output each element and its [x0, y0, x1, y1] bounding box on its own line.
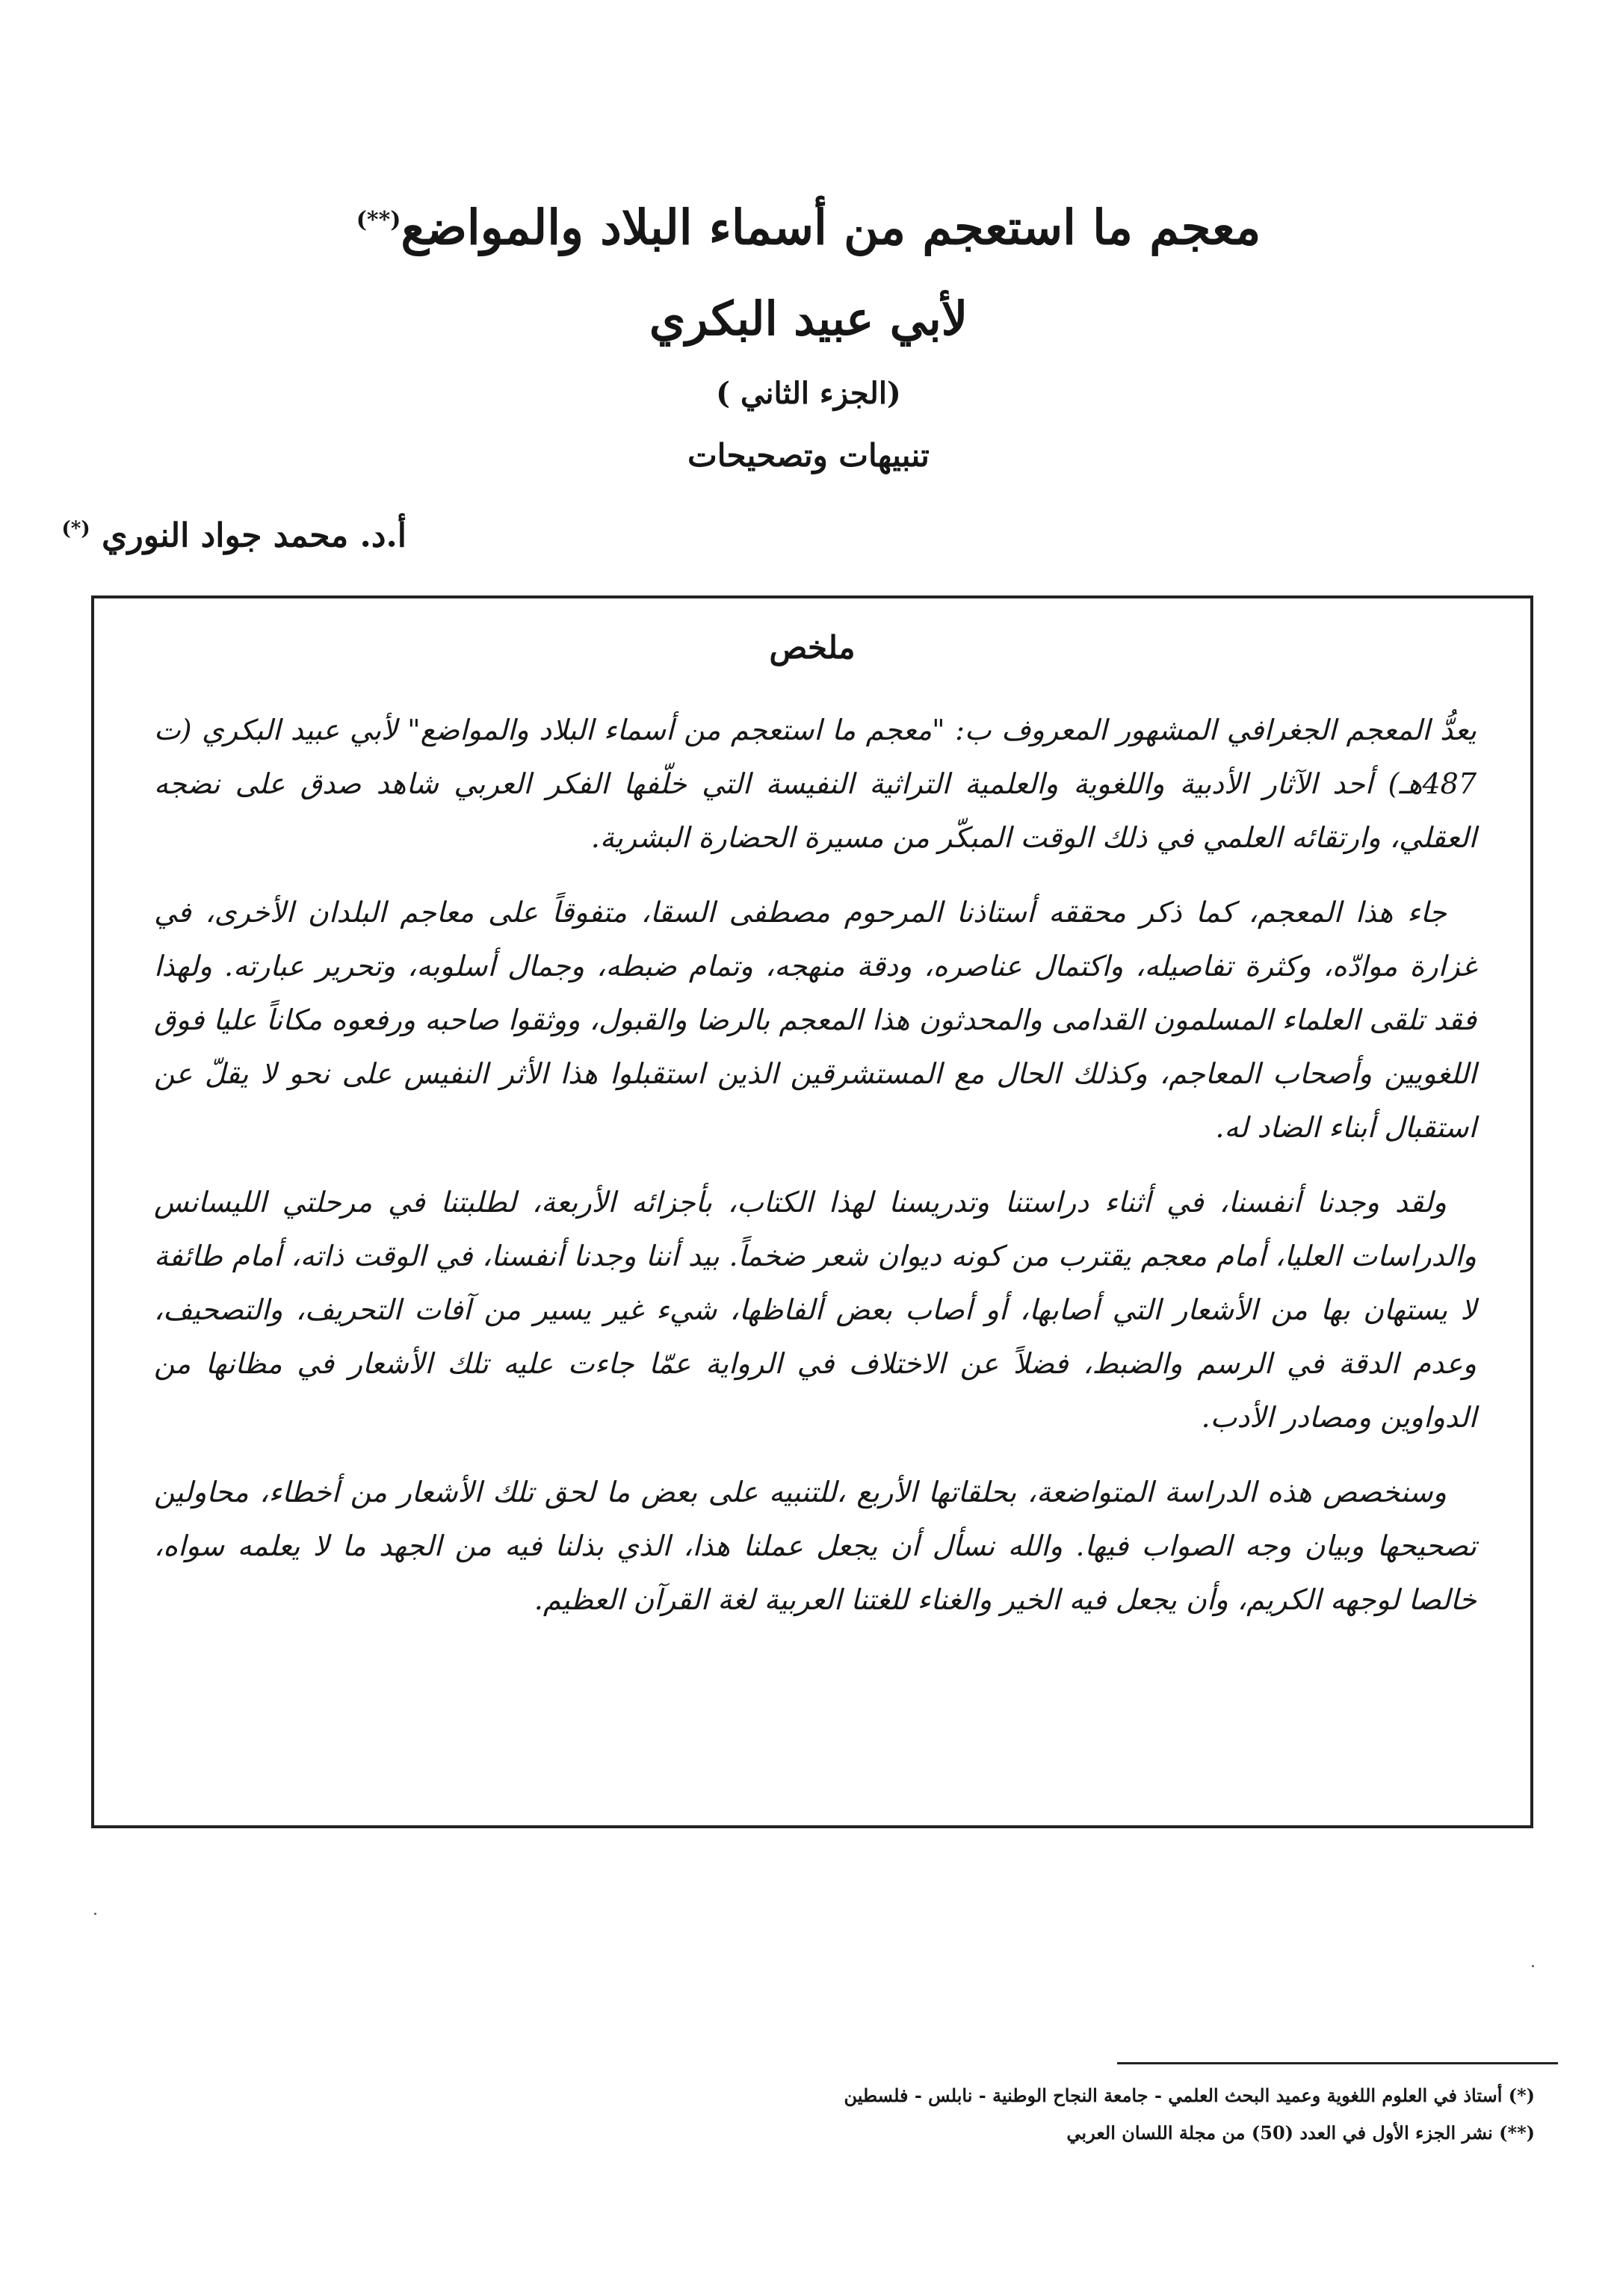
abstract-paragraph: ولقد وجدنا أنفسنا، في أثناء دراستنا وتدريسنا لهذا الكتاب، بأجزائه الأربعة، لطلبتنا في مرحلتي الليسانس والدراسات العليا، أمام معجم يقترب من كونه ديوان شعر ضخماً. بيد أننا وجدنا أنفسنا، في الوقت ذاته، أمام طائفة لا يستهان بها من الأشعار التي أصابها، أو أصاب بعض ألفاظها، شيء غير يسير من آفات التحريف، والتصحيف، وعدم الدقة في الرسم والضبط، فضلاً عن الاختلاف في الرواية عمّا جاءت عليه تلك الأشعار في مظانها من الدواوين ومصادر الأدب.	[154, 1186, 1477, 1434]
abstract-paragraph: جاء هذا المعجم، كما ذكر محققه أستاذنا المرحوم مصطفى السقا، متفوقاً على معاجم البلدان الأخرى، في غزارة موادّه، وكثرة تفاصيله، واكتمال عناصره، ودقة منهجه، وتمام ضبطه، وجمال أسلوبه، وتحرير عبارته. ولهذا فقد تلقى العلماء المسلمون القدامى والمحدثون هذا المعجم بالرضا والقبول، ووثقوا صاحبه ورفعوه مكاناً عليا فوق اللغويين وأصحاب المعاجم، وكذلك الحال مع المستشرقين الذين استقبلوا هذا الأثر النفيس على نحو لا يقلّ عن استقبال أبناء الضاد له.	[154, 896, 1477, 1144]
footnote-item: (*) أستاذ في العلوم اللغوية وعميد البحث العلمي - جامعة النجاح الوطنية - نابلس - فلسطين	[844, 2085, 1535, 2106]
paper-subtitle: لأبي عبيد البكري	[649, 291, 968, 346]
title-footnote-marker: (**)	[356, 207, 401, 233]
author-footnote-marker: (*)	[61, 518, 90, 540]
scan-speck	[1532, 1965, 1534, 1967]
topic-label: تنبيهات وتصحيحات	[687, 437, 930, 474]
footnotes	[563, 2077, 1535, 2152]
author-line	[61, 505, 406, 560]
scan-speck	[94, 1913, 96, 1915]
author-name: أ.د. محمد جواد النوري	[102, 516, 406, 555]
paper-title	[0, 187, 1617, 262]
abstract-paragraph: يعدُّ المعجم الجغرافي المشهور المعروف ب: "معجم ما استعجم من أسماء البلاد والمواضع" لأبي عبيد البكري (ت 487هـ) أحد الآثار الأدبية واللغوية والعلمية التراثية النفيسة التي خلّفها الفكر العربي شاهد صدق على نضجه العقلي، وارتقائه العلمي في ذلك الوقت المبكّر من مسيرة الحضارة البشرية.	[154, 714, 1477, 854]
abstract-paragraph: وسنخصص هذه الدراسة المتواضعة، بحلقاتها الأربع ،للتنبيه على بعض ما لحق تلك الأشعار من أخطاء، محاولين تصحيحها وبيان وجه الصواب فيها. والله نسأل أن يجعل عملنا هذا، الذي بذلنا فيه من الجهد ما لا يعلمه سواه، خالصا لوجهه الكريم، وأن يجعل فيه الخير والغناء للغتنا العربية لغة القرآن العظيم.	[154, 1476, 1477, 1616]
abstract-heading: ملخص	[769, 629, 856, 666]
paper-title-text: معجم ما استعجم من أسماء البلاد والمواضع	[401, 199, 1261, 256]
abstract-box	[91, 595, 1533, 1828]
part-label: (الجزء الثاني )	[716, 376, 901, 411]
abstract-body	[154, 703, 1477, 1647]
footnote-divider	[1117, 2062, 1558, 2064]
footnote-item: (**) نشر الجزء الأول في العدد (50) من مجلة اللسان العربي	[1066, 2122, 1535, 2144]
